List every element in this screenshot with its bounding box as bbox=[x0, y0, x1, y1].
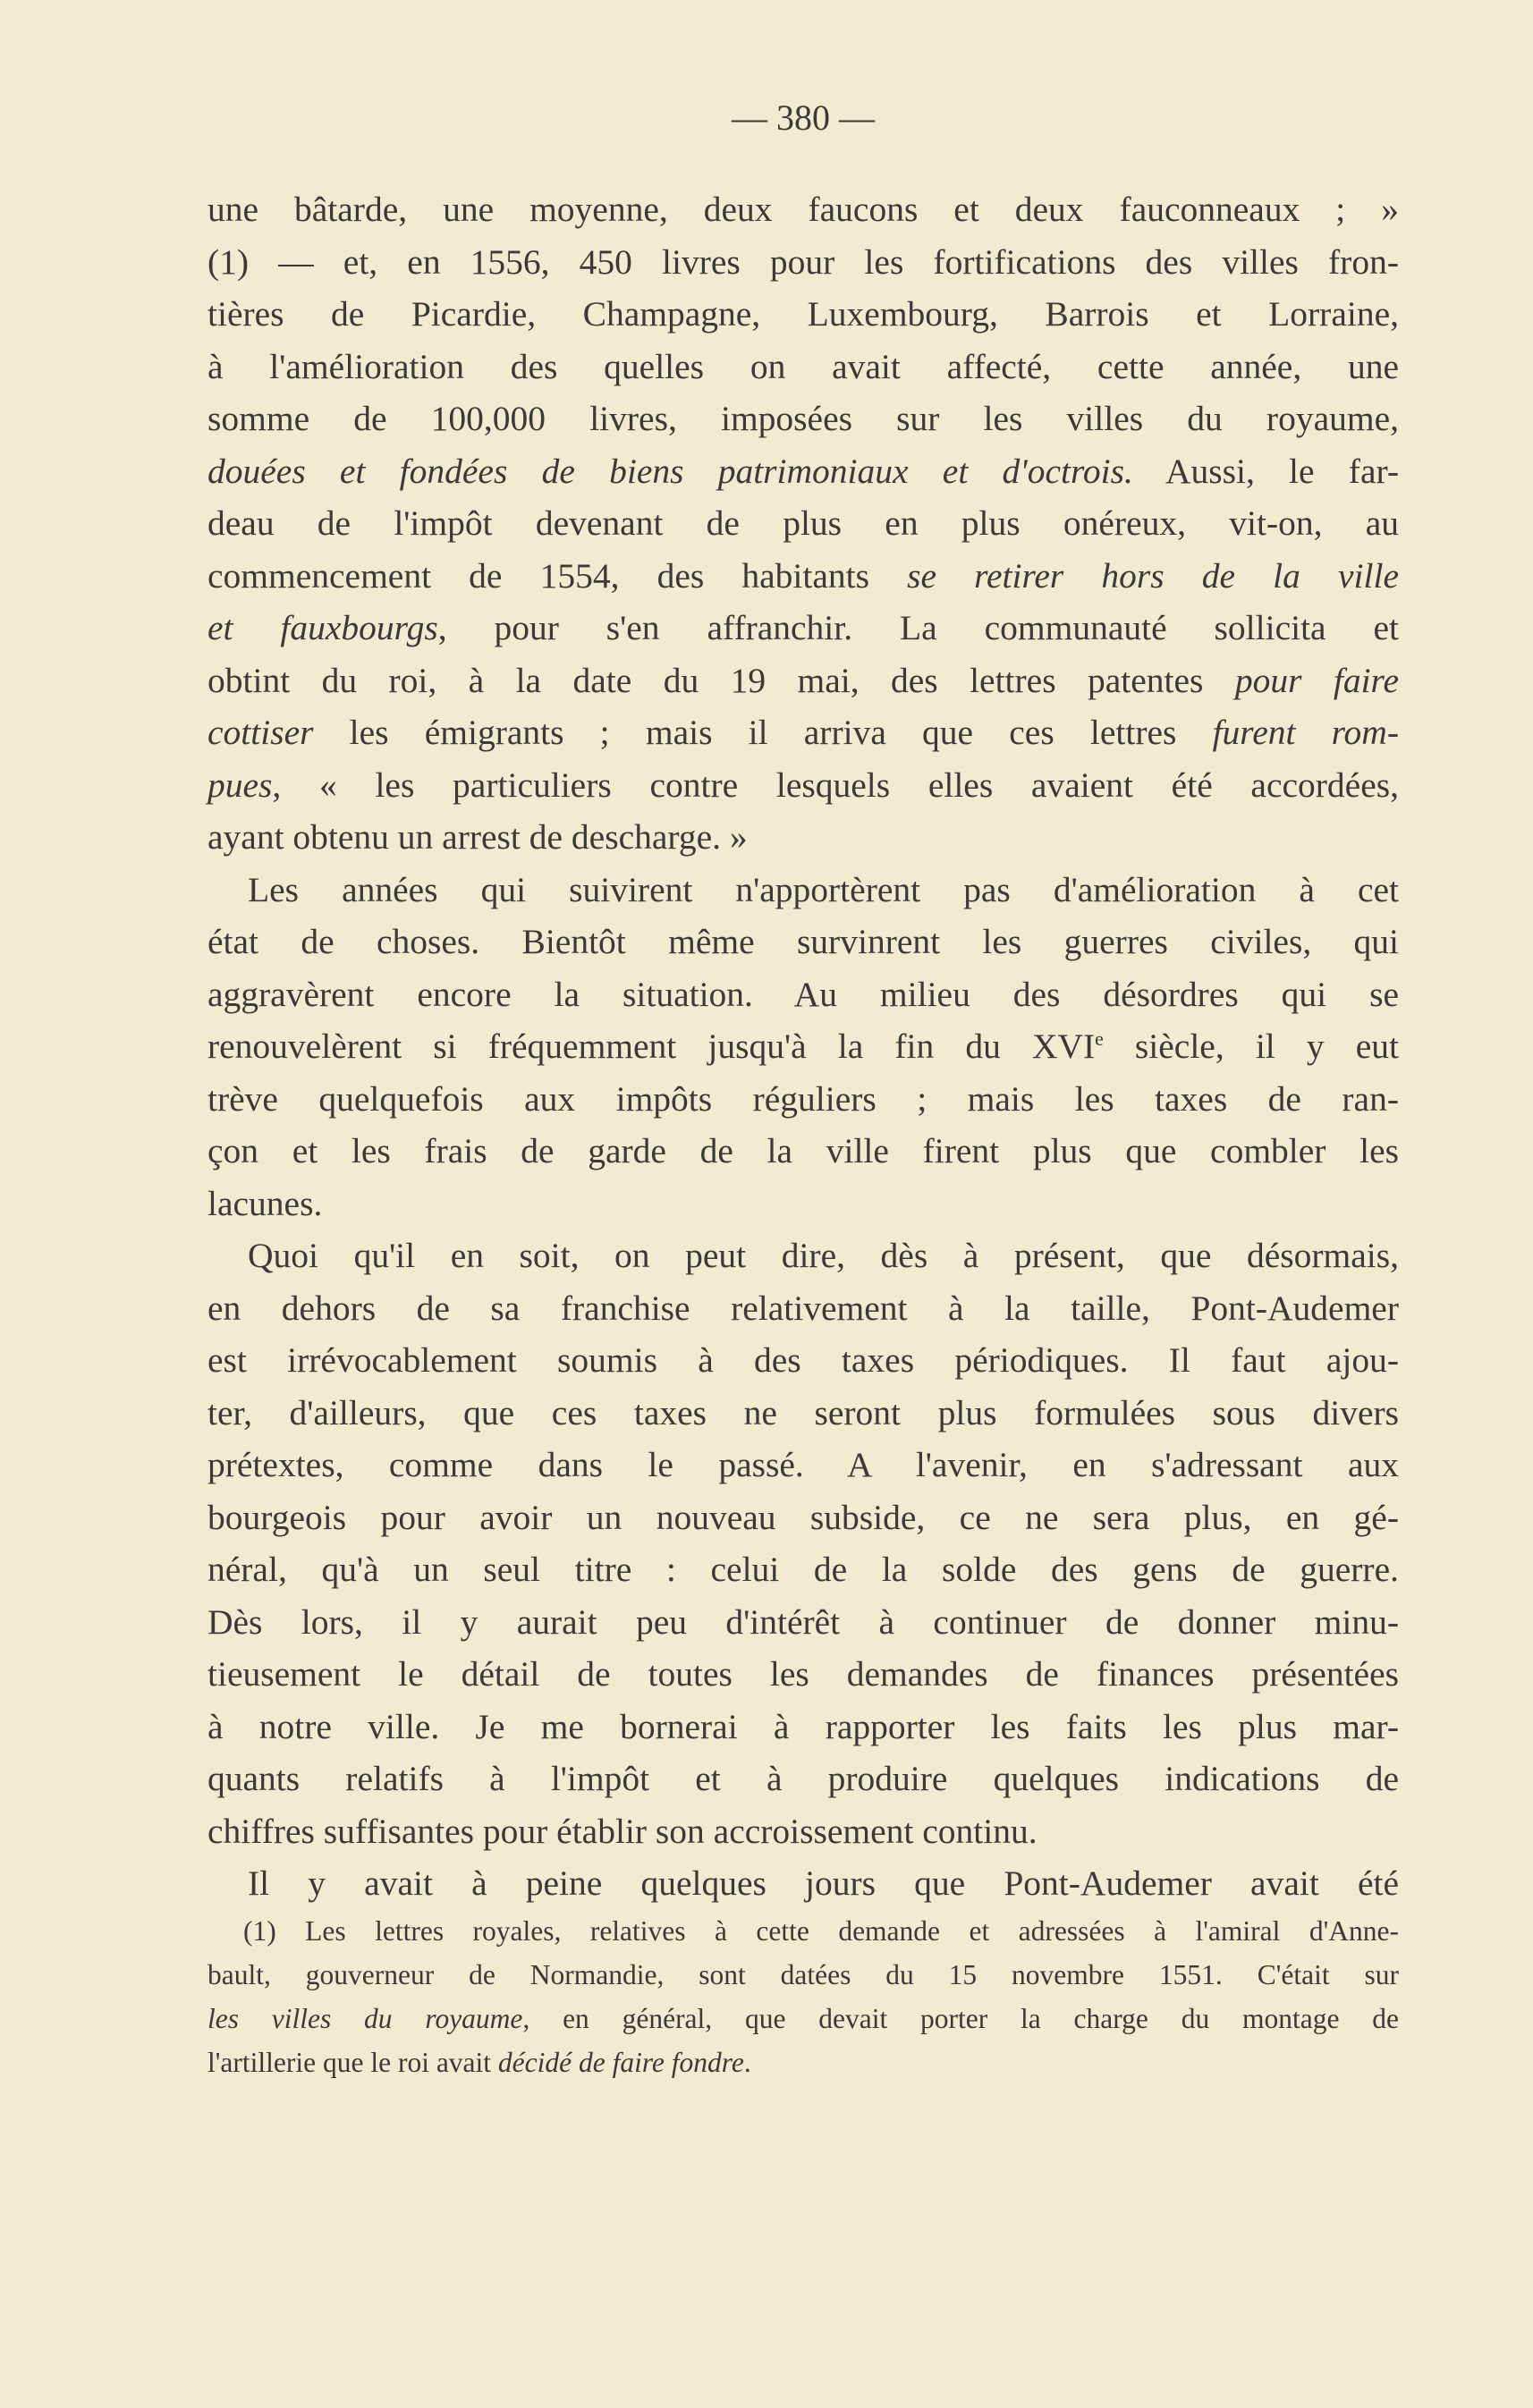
text-run: est irrévocablement soumis à des taxes périodiques. Il faut ajou- bbox=[208, 1340, 1399, 1380]
italic-text: furent rom- bbox=[1212, 713, 1399, 752]
text-run: Il y avait à peine quelques jours que Pont-Audemer avait été bbox=[248, 1863, 1399, 1903]
footnote-line bbox=[208, 1909, 1399, 1953]
text-line bbox=[208, 1596, 1399, 1649]
text-run: commencement de 1554, des habitants bbox=[208, 555, 908, 596]
text-run: (1) Les lettres royales, relatives à cette demande et adressées à l'amiral d'Anne- bbox=[243, 1915, 1399, 1947]
text-line bbox=[208, 1439, 1399, 1491]
text-run: ayant obtenu un arrest de descharge. » bbox=[208, 817, 748, 857]
text-run: , pour s'en affranchir. La communauté sollicita et bbox=[437, 608, 1399, 647]
text-line bbox=[208, 864, 1399, 917]
italic-text: les villes du royaume bbox=[208, 2003, 523, 2034]
text-run: bourgeois pour avoir un nouveau subside, ce ne sera plus, en gé- bbox=[208, 1497, 1399, 1537]
text-run: lacunes. bbox=[208, 1183, 323, 1223]
text-run: chiffres suffisantes pour établir son accroissement continu. bbox=[208, 1811, 1038, 1851]
text-line bbox=[208, 236, 1399, 289]
footnote-line bbox=[208, 1953, 1399, 1997]
text-run: , « les particuliers contre lesquels elles avaient été accordées, bbox=[272, 765, 1399, 805]
text-line bbox=[208, 706, 1399, 759]
text-run: Dès lors, il y aurait peu d'intérêt à continuer de donner minu- bbox=[208, 1601, 1399, 1642]
footnote-line bbox=[208, 2040, 1399, 2084]
text-run: deau de l'impôt devenant de plus en plus onéreux, vit-on, au bbox=[208, 503, 1399, 543]
text-line bbox=[208, 341, 1399, 393]
superscript: e bbox=[1095, 1027, 1104, 1050]
text-run: . bbox=[743, 2047, 751, 2078]
footnotes bbox=[208, 1909, 1399, 2084]
text-line bbox=[208, 1805, 1399, 1858]
text-line bbox=[208, 1125, 1399, 1178]
text-line bbox=[208, 811, 1399, 864]
text-line bbox=[208, 1334, 1399, 1387]
text-run: bault, gouverneur de Normandie, sont datées du 15 novembre 1551. C'était sur bbox=[208, 1959, 1399, 1990]
text-run: çon et les frais de garde de la ville firent plus que combler les bbox=[208, 1131, 1399, 1170]
italic-text: et fauxbourgs bbox=[208, 608, 438, 647]
text-run: à notre ville. Je me bornerai à rapporter les faits les plus mar- bbox=[208, 1706, 1399, 1746]
text-line bbox=[208, 183, 1399, 236]
text-run: trève quelquefois aux impôts réguliers ; mais les taxes de ran- bbox=[208, 1078, 1399, 1119]
text-line bbox=[208, 1178, 1399, 1230]
text-run: tieusement le détail de toutes les demandes de finances présentées bbox=[208, 1654, 1399, 1694]
italic-text: décidé de faire fondre bbox=[497, 2047, 744, 2078]
text-line bbox=[208, 602, 1399, 655]
text-run: , en général, que devait porter la charge du montage de bbox=[522, 2003, 1399, 2034]
text-line bbox=[208, 1073, 1399, 1126]
text-run: Les années qui suivirent n'apportèrent pas d'amélioration à cet bbox=[248, 869, 1399, 909]
italic-text: douées et fondées de biens patrimoniaux et d'octrois. bbox=[208, 451, 1133, 491]
text-run: prétextes, comme dans le passé. A l'avenir, en s'adressant aux bbox=[208, 1445, 1399, 1484]
text-run: Aussi, le far- bbox=[1132, 451, 1400, 491]
text-line bbox=[208, 916, 1399, 968]
text-run: les émigrants ; mais il arriva que ces lettres bbox=[313, 713, 1213, 752]
text-line bbox=[208, 655, 1399, 707]
text-line bbox=[208, 1020, 1399, 1073]
body-text bbox=[208, 183, 1399, 1910]
text-line bbox=[208, 497, 1399, 550]
text-run: siècle, il y eut bbox=[1103, 1027, 1399, 1066]
text-run: une bâtarde, une moyenne, deux faucons et deux fauconneaux ; » bbox=[208, 190, 1399, 229]
text-line bbox=[208, 1491, 1399, 1544]
footnote-line bbox=[208, 1997, 1399, 2040]
italic-text: se retirer hors de la ville bbox=[907, 555, 1400, 596]
italic-text: pour faire bbox=[1234, 660, 1399, 700]
text-run: quants relatifs à l'impôt et à produire quelques indications de bbox=[208, 1759, 1399, 1798]
text-run: l'artillerie que le roi avait bbox=[208, 2047, 498, 2078]
text-run: état de choses. Bientôt même survinrent les guerres civiles, qui bbox=[208, 922, 1399, 961]
text-line bbox=[208, 1282, 1399, 1335]
text-line bbox=[208, 288, 1399, 341]
text-run: ter, d'ailleurs, que ces taxes ne seront plus formulées sous divers bbox=[208, 1392, 1399, 1432]
text-run: renouvelèrent si fréquemment jusqu'à la fin du XVI bbox=[208, 1027, 1096, 1066]
text-run: néral, qu'à un seul titre : celui de la solde des gens de guerre. bbox=[208, 1550, 1399, 1589]
text-line bbox=[208, 445, 1399, 498]
italic-text: pues bbox=[208, 765, 273, 805]
text-run: Quoi qu'il en soit, on peut dire, dès à présent, que désormais, bbox=[248, 1236, 1399, 1275]
text-run: en dehors de sa franchise relativement à la taille, Pont-Audemer bbox=[208, 1288, 1399, 1328]
text-line bbox=[208, 1648, 1399, 1701]
text-line bbox=[208, 1229, 1399, 1282]
text-line bbox=[208, 759, 1399, 812]
text-line bbox=[208, 1701, 1399, 1753]
italic-text: cottiser bbox=[208, 713, 314, 752]
text-line bbox=[208, 1543, 1399, 1596]
text-line bbox=[208, 968, 1399, 1021]
text-line bbox=[208, 1753, 1399, 1805]
text-run: somme de 100,000 livres, imposées sur les villes du royaume, bbox=[208, 399, 1399, 438]
text-run: aggravèrent encore la situation. Au milieu des désordres qui se bbox=[208, 974, 1399, 1014]
text-line bbox=[208, 393, 1399, 445]
text-line bbox=[208, 1387, 1399, 1440]
text-run: tières de Picardie, Champagne, Luxembourg, Barrois et Lorraine, bbox=[208, 294, 1399, 334]
text-line bbox=[208, 550, 1399, 603]
text-run: (1) — et, en 1556, 450 livres pour les fortifications des villes fron- bbox=[208, 241, 1399, 282]
text-run: obtint du roi, à la date du 19 mai, des lettres patentes bbox=[208, 660, 1235, 700]
page-number: — 380 — bbox=[732, 97, 875, 138]
text-run: à l'amélioration des quelles on avait affecté, cette année, une bbox=[208, 346, 1399, 386]
text-line bbox=[208, 1857, 1399, 1910]
